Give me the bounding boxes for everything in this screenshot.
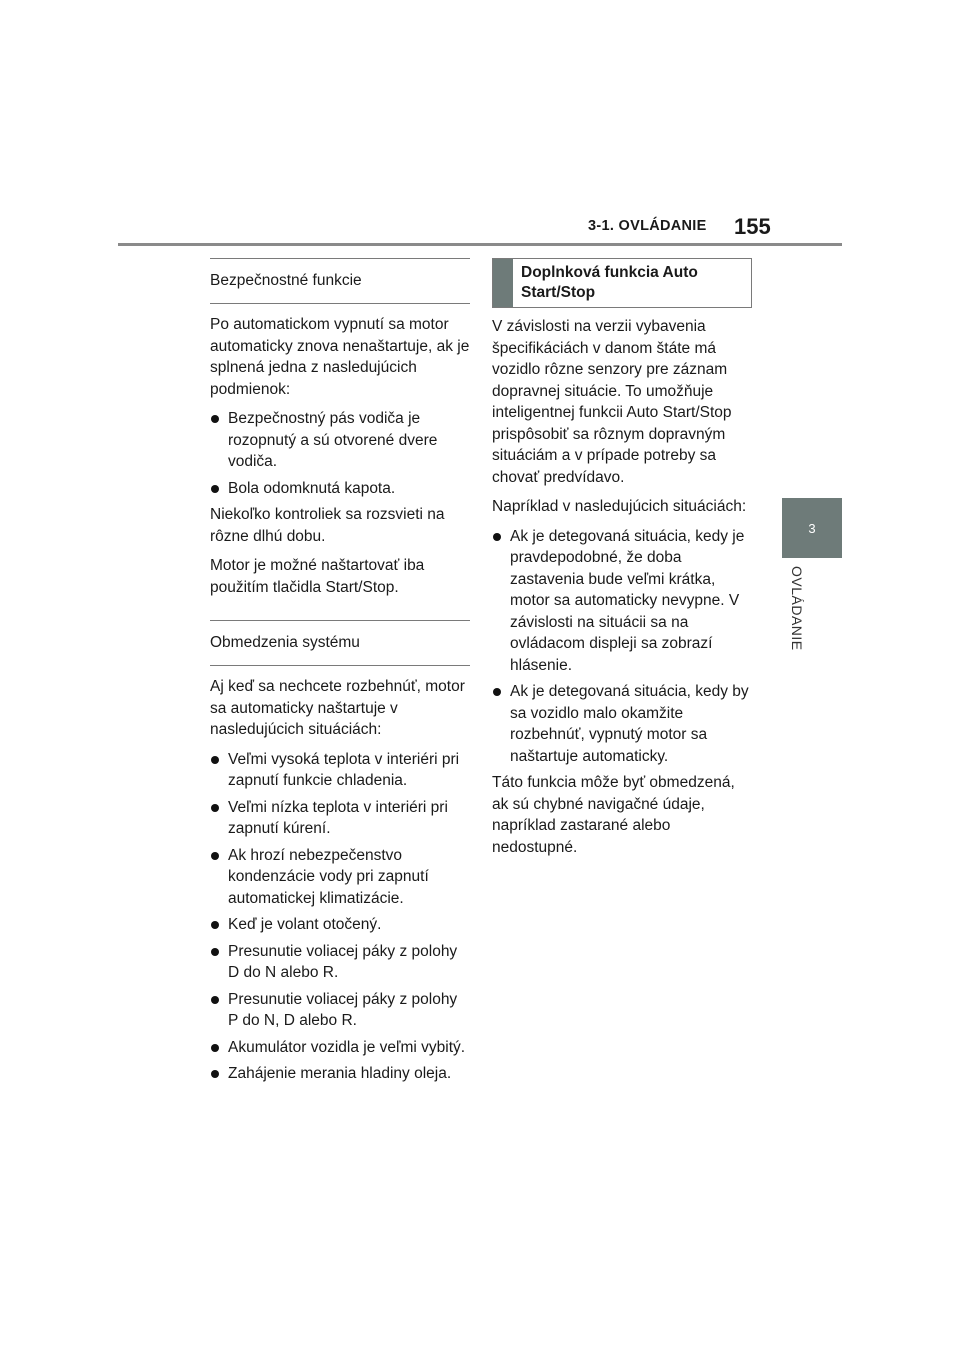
- chapter-label: OVLÁDANIE: [789, 566, 805, 651]
- safety-bullet-list: [210, 408, 470, 499]
- safety-heading-text: Bezpečnostné funkcie: [210, 272, 362, 290]
- limits-bullet-list: [210, 749, 470, 1085]
- heading-accent-bar: [493, 259, 513, 307]
- list-item: Ak hrozí nebezpečenstvo kondenzácie vody pri zapnutí automatickej klimatizácie.: [210, 845, 470, 910]
- safety-paragraph: Niekoľko kontroliek sa rozsvieti na rôzne dlhú dobu.: [210, 506, 445, 545]
- feature-heading-text: Doplnková funkcia Auto Start/Stop: [521, 264, 698, 301]
- page-number: 155: [734, 214, 771, 239]
- feature-paragraph: Napríklad v nasledujúcich situáciách:: [492, 498, 747, 515]
- list-item: Veľmi nízka teplota v interiéri pri zapnutí kúrení.: [210, 797, 470, 840]
- list-item: Ak je detegovaná situácia, kedy je pravdepodobné, že doba zastavenia bude veľmi krátka, motor sa automaticky nevypne. V závislosti na situácii sa na ovládacom displeji sa zobrazí hlásenie.: [492, 526, 752, 677]
- list-item: Akumulátor vozidla je veľmi vybitý.: [210, 1037, 470, 1059]
- left-column: [210, 258, 470, 1090]
- list-item: Bola odomknutá kapota.: [210, 478, 470, 500]
- right-column: [492, 258, 752, 866]
- chapter-number: 3: [808, 520, 816, 536]
- list-item: Presunutie voliacej páky z polohy D do N alebo R.: [210, 941, 470, 984]
- feature-bullet-list: [492, 526, 752, 768]
- feature-heading: [492, 258, 752, 308]
- list-item: Keď je volant otočený.: [210, 914, 470, 936]
- limits-heading-text: Obmedzenia systému: [210, 634, 360, 652]
- safety-paragraph: Motor je možné naštartovať iba použitím tlačidla Start/Stop.: [210, 557, 425, 596]
- list-item: Presunutie voliacej páky z polohy P do N, D alebo R.: [210, 989, 470, 1032]
- safety-heading: [210, 258, 470, 304]
- list-item: Bezpečnostný pás vodiča je rozopnutý a sú otvorené dvere vodiča.: [210, 408, 470, 473]
- list-item: Ak je detegovaná situácia, kedy by sa vozidlo malo okamžite rozbehnúť, vypnutý motor sa naštartuje automaticky.: [492, 681, 752, 767]
- header-rule: [118, 243, 842, 246]
- feature-paragraph: Táto funkcia môže byť obmedzená, ak sú chybné navigačné údaje, napríklad zastarané alebo nedostupné.: [492, 774, 735, 856]
- limits-heading: [210, 620, 470, 666]
- chapter-tab: [782, 498, 842, 558]
- page-header-section: 3-1. OVLÁDANIE: [588, 218, 707, 234]
- feature-paragraph: V závislosti na verzii vybavenia špecifikáciách v danom štáte má vozidlo rôzne senzory pre záznam dopravnej situácie. To umožňuje inteligentnej funkcii Auto Start/Stop prispôsobiť sa rôznym dopravným situáciám a v prípade potreby sa chovať predvídavo.: [492, 318, 732, 486]
- safety-intro: Po automatickom vypnutí sa motor automaticky znova nenaštartuje, ak je splnená jedna z nasledujúcich podmienok:: [210, 316, 470, 398]
- limits-intro: Aj keď sa nechcete rozbehnúť, motor sa automaticky naštartuje v nasledujúcich situáciách:: [210, 678, 465, 738]
- list-item: Veľmi vysoká teplota v interiéri pri zapnutí funkcie chladenia.: [210, 749, 470, 792]
- list-item: Zahájenie merania hladiny oleja.: [210, 1063, 470, 1085]
